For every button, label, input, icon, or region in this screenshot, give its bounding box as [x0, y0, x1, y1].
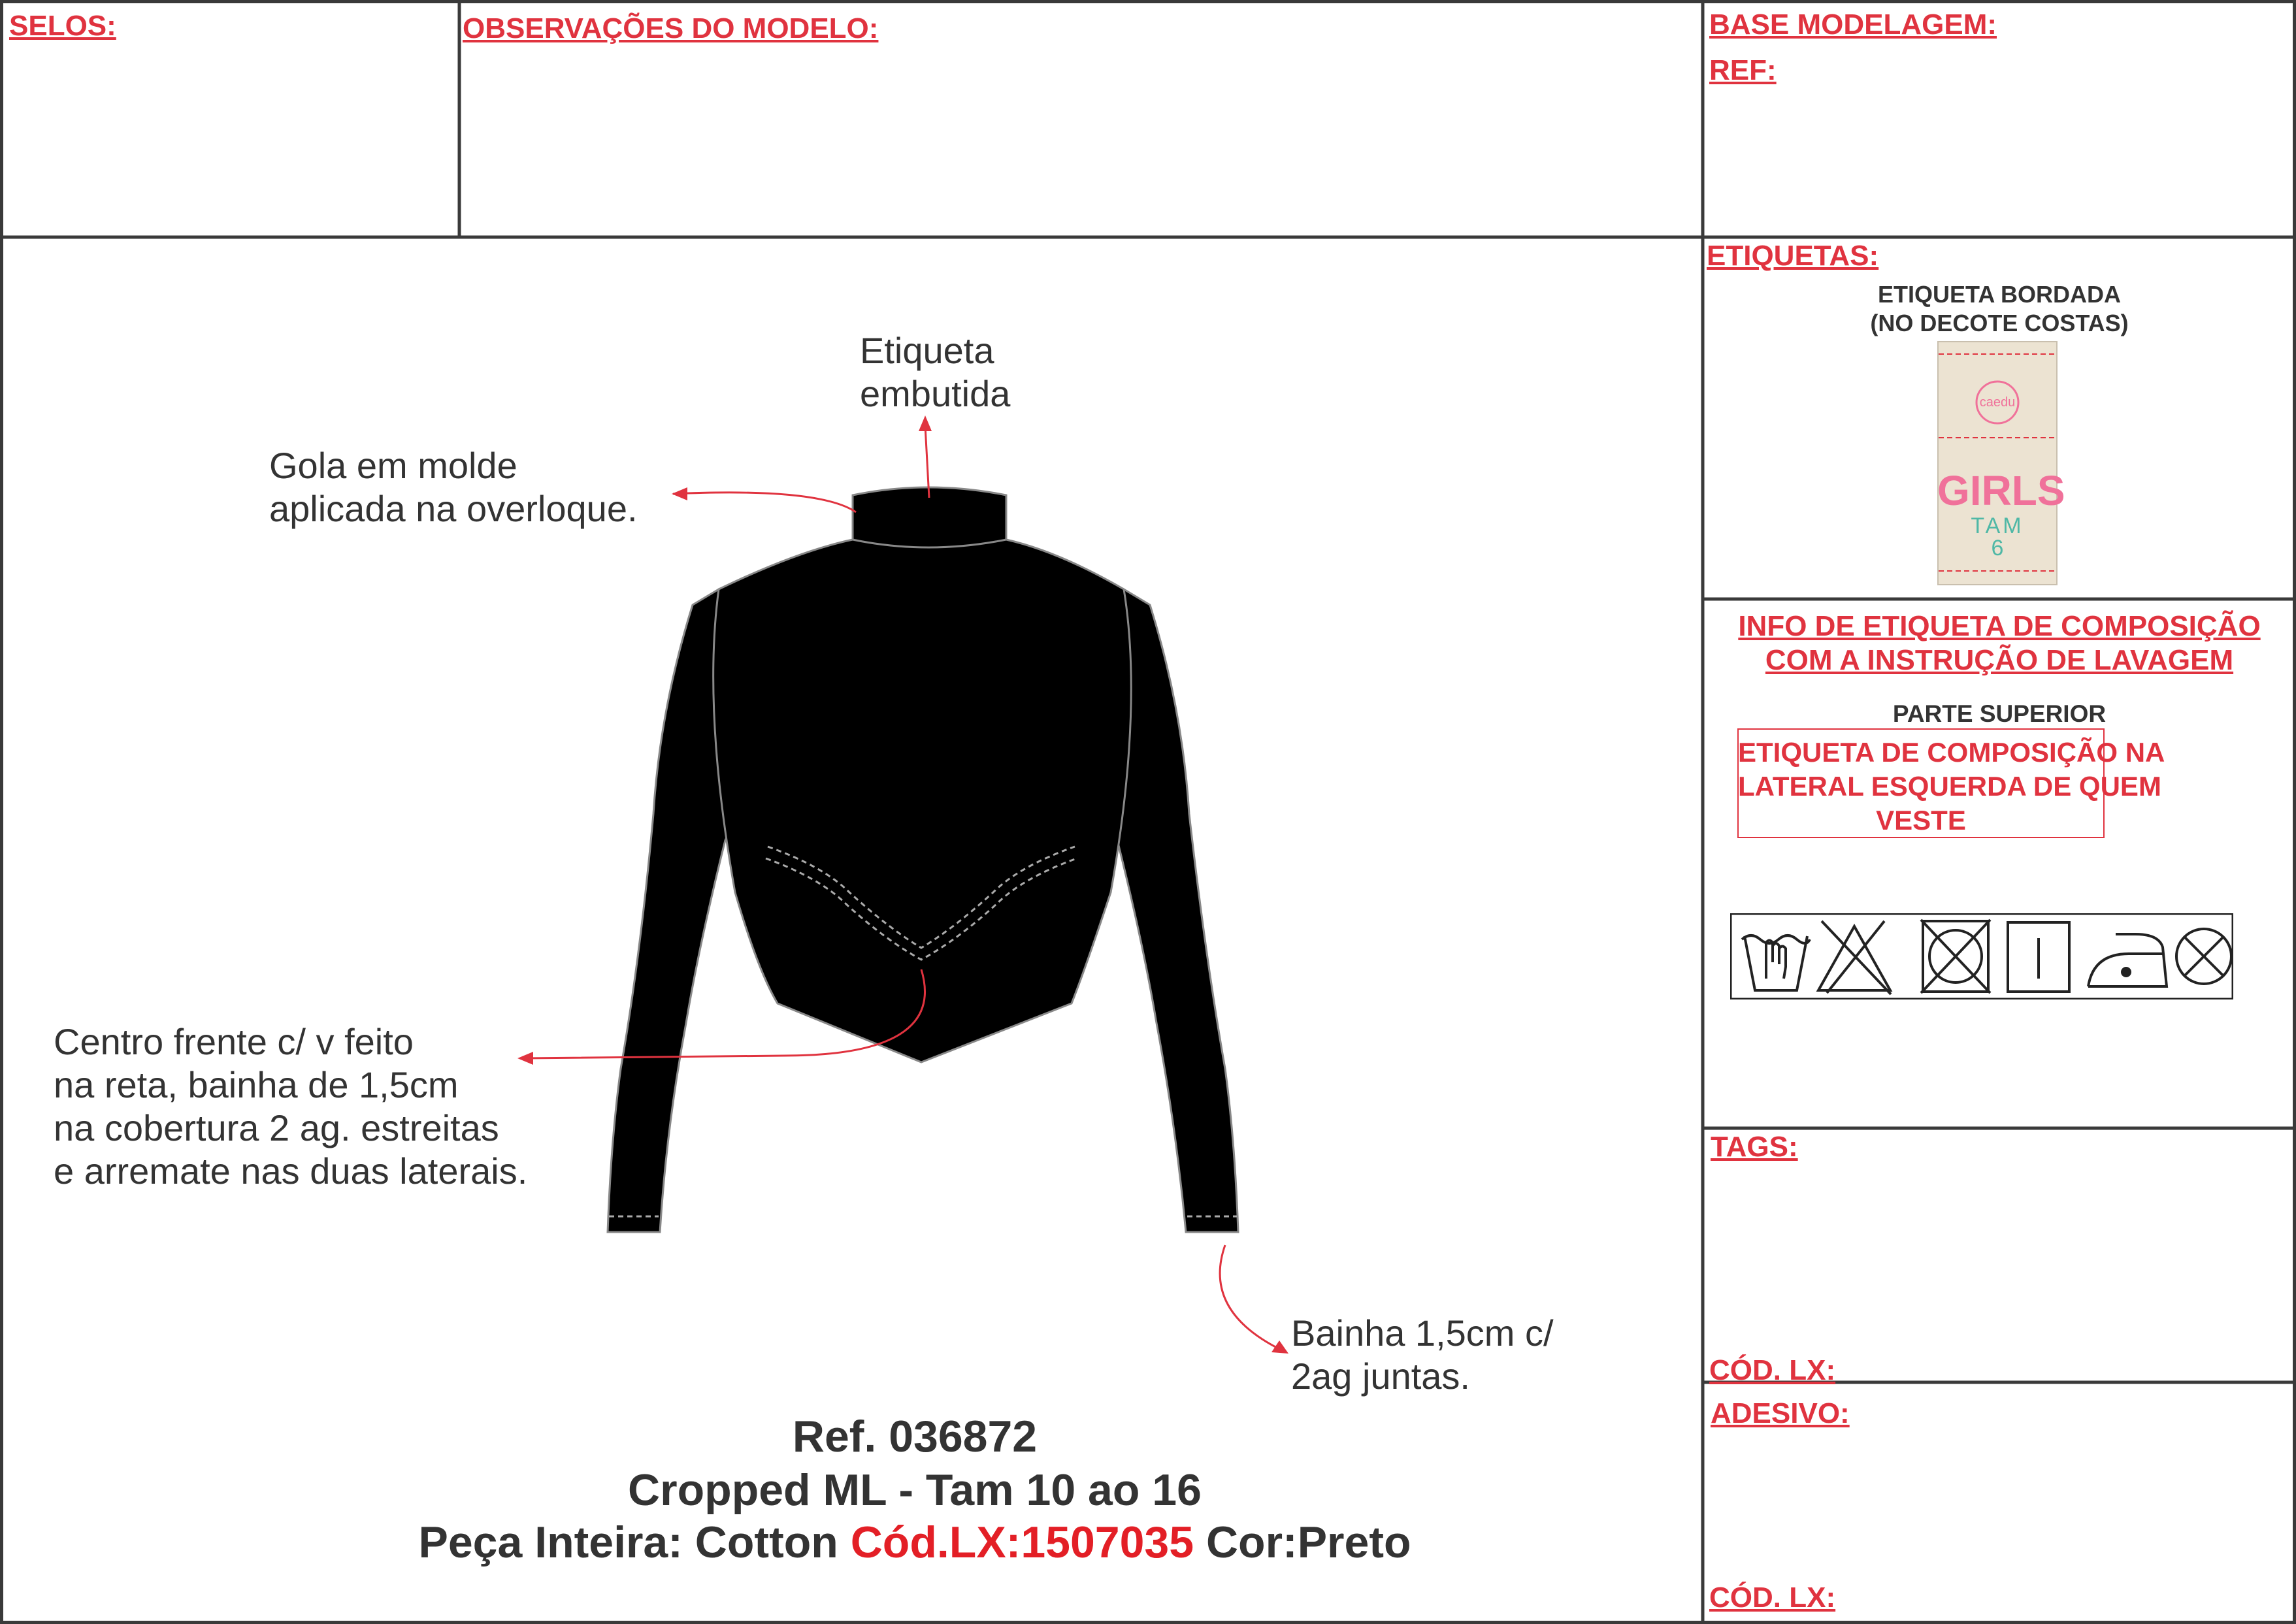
- ref-header: REF:: [1709, 54, 1777, 86]
- arrow-bainha: [1220, 1245, 1281, 1350]
- gola-line1: Gola em molde: [269, 445, 517, 486]
- gola-note: [269, 444, 638, 530]
- arrow-gola: [673, 493, 856, 512]
- product-ref: Ref. 036872: [792, 1412, 1038, 1461]
- centro-frente-line2: na reta, bainha de 1,5cm: [54, 1064, 459, 1105]
- product-color: Cor:Preto: [1194, 1518, 1411, 1567]
- etiqueta-location-note: (NO DECOTE COSTAS): [1870, 310, 2129, 336]
- composition-title-line1: INFO DE ETIQUETA DE COMPOSIÇÃO: [1738, 610, 2261, 642]
- no-dry-clean-icon: [2176, 929, 2231, 984]
- line-dry-icon: [2008, 922, 2069, 992]
- product-name: Cropped ML - Tam 10 ao 16: [628, 1465, 1202, 1515]
- parte-superior-label: PARTE SUPERIOR: [1892, 700, 2107, 727]
- bainha-line1: Bainha 1,5cm c/: [1291, 1312, 1554, 1354]
- iron-low-icon: [2088, 934, 2167, 986]
- gola-line2: aplicada na overloque.: [269, 488, 638, 529]
- label-size-text: 6: [1991, 536, 2004, 560]
- cod-lx-adesivo-label: CÓD. LX:: [1709, 1582, 1836, 1614]
- label-girls-text: GIRLS: [1937, 467, 2065, 514]
- no-bleach-icon: [1818, 921, 1891, 994]
- fabric-text: Peça Inteira: Cotton: [418, 1518, 851, 1567]
- composition-box-line3: VESTE: [1876, 805, 1966, 836]
- base-modelagem-header: BASE MODELAGEM:: [1709, 8, 1997, 41]
- bainha-line2: 2ag juntas.: [1291, 1356, 1470, 1397]
- hand-wash-icon: [1742, 935, 1810, 990]
- bainha-note: [1291, 1312, 1554, 1398]
- no-tumble-dry-icon: [1921, 920, 1990, 993]
- adesivo-header: ADESIVO:: [1711, 1397, 1850, 1429]
- garment-body: [713, 540, 1132, 1062]
- composition-title-line2: COM A INSTRUÇÃO DE LAVAGEM: [1765, 644, 2234, 676]
- product-code: Cód.LX:1507035: [850, 1518, 1194, 1567]
- composition-box-line2: LATERAL ESQUERDA DE QUEM: [1738, 771, 2161, 802]
- product-fabric-line: [0, 1517, 1829, 1568]
- label-brand-logo: caedu: [1979, 395, 2016, 410]
- centro-frente-line1: Centro frente c/ v feito: [54, 1021, 414, 1062]
- etiqueta-bordada-title: ETIQUETA BORDADA: [1878, 281, 2121, 308]
- etiqueta-embutida-line2: embutida: [860, 373, 1011, 414]
- etiquetas-header: ETIQUETAS:: [1707, 240, 1879, 272]
- centro-frente-line3: na cobertura 2 ag. estreitas: [54, 1107, 499, 1148]
- observacoes-header: OBSERVAÇÕES DO MODELO:: [463, 12, 879, 44]
- cod-lx-tags-label: CÓD. LX:: [1709, 1354, 1836, 1386]
- centro-frente-line4: e arremate nas duas laterais.: [54, 1150, 528, 1192]
- etiqueta-embutida-note: [860, 329, 1010, 415]
- etiqueta-embutida-line1: Etiqueta: [860, 330, 994, 371]
- selos-header: SELOS:: [9, 10, 116, 42]
- label-tam-text: TAM: [1971, 513, 2024, 538]
- composition-box-line1: ETIQUETA DE COMPOSIÇÃO NA: [1738, 737, 2165, 768]
- care-instructions-strip: [1730, 913, 2233, 999]
- tags-header: TAGS:: [1711, 1131, 1798, 1163]
- centro-frente-note: [54, 1020, 527, 1193]
